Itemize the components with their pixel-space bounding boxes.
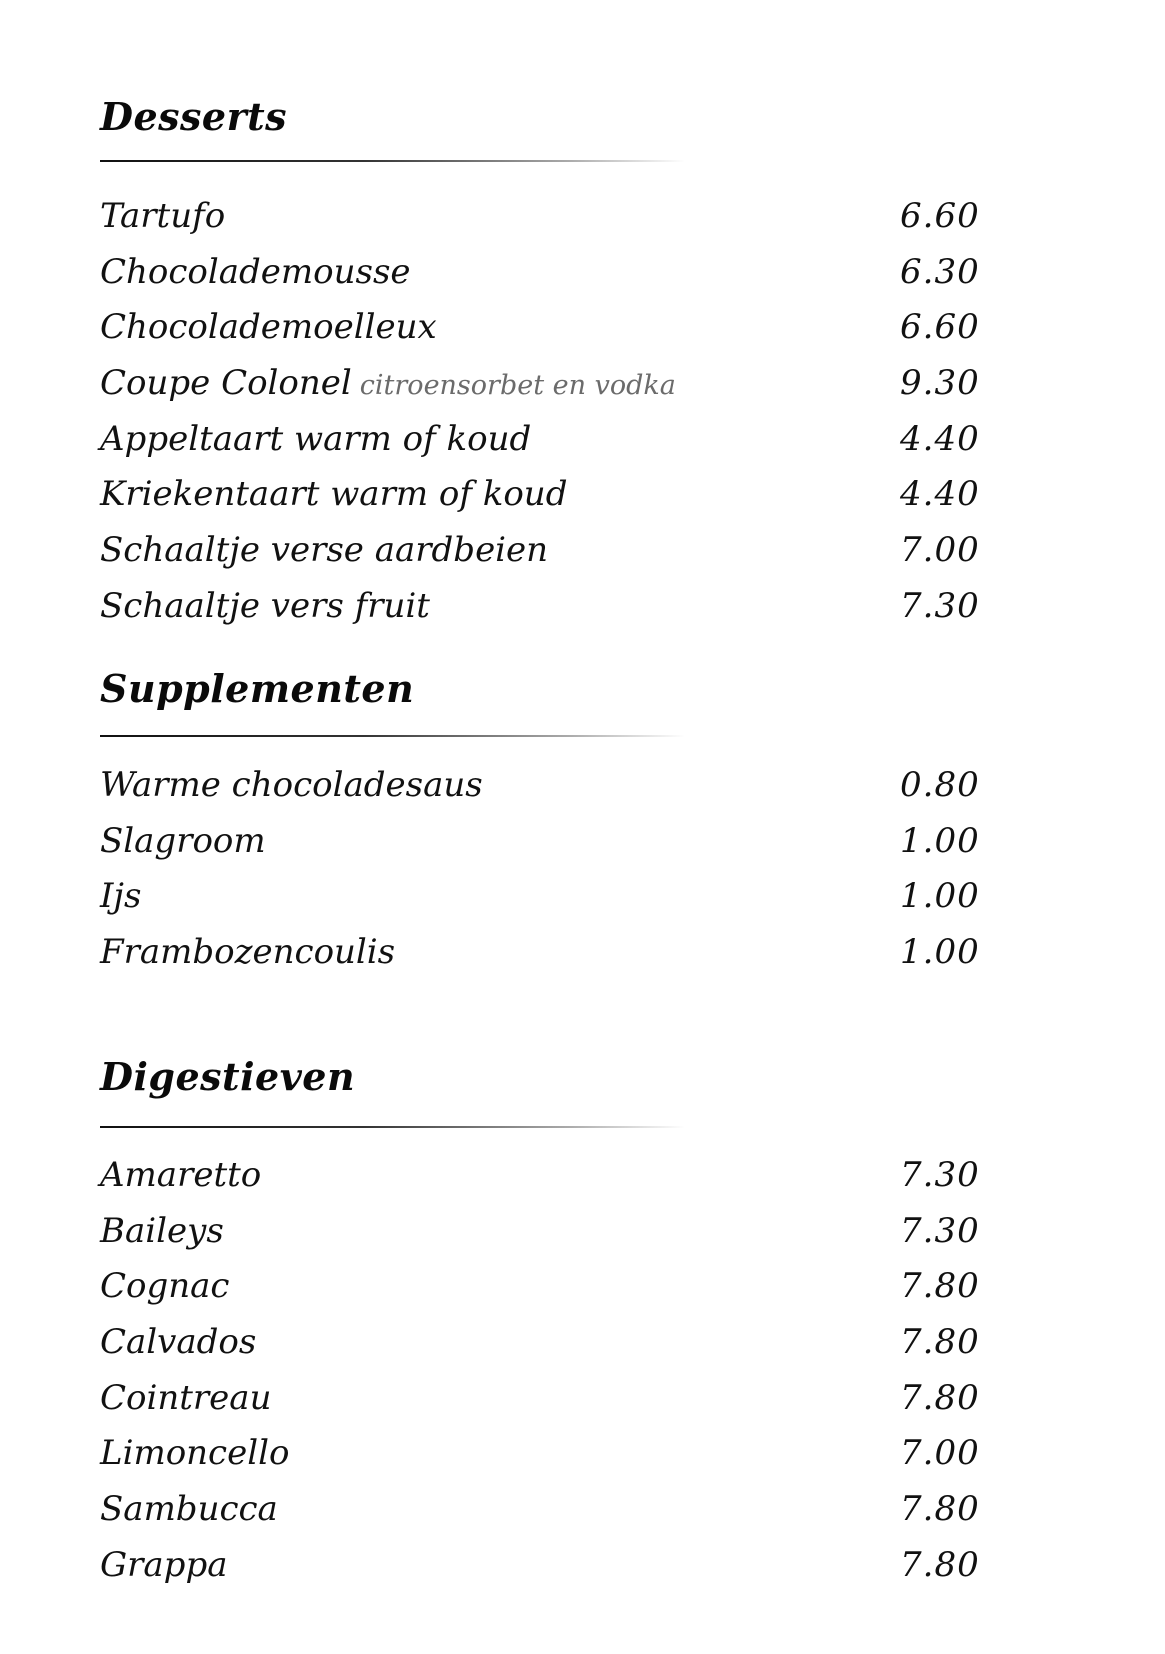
item-name: Limoncello (100, 1433, 290, 1474)
item-name: Ijs (100, 876, 142, 917)
item-name: Grappa (100, 1544, 228, 1585)
item-name: Cognac (100, 1266, 230, 1307)
menu-item (100, 417, 980, 473)
item-name: Frambozencoulis (100, 932, 396, 973)
item-name: Chocolademousse (100, 251, 411, 292)
section-divider (100, 735, 685, 737)
item-price: 7.30 (900, 1210, 980, 1251)
section-divider (100, 160, 685, 162)
item-name: Chocolademoelleux (100, 307, 437, 348)
menu-item (100, 819, 980, 875)
menu-item (100, 763, 980, 819)
item-name: Slagroom (100, 820, 266, 861)
item-price: 7.80 (900, 1377, 980, 1418)
menu-item (100, 930, 980, 986)
item-name: Tartufo (100, 196, 226, 236)
menu-item (100, 528, 980, 584)
section-title: Desserts (100, 94, 288, 139)
menu-item (100, 1264, 980, 1320)
item-name: Schaaltje verse aardbeien (100, 530, 549, 571)
menu-list (100, 1153, 980, 1599)
item-price: 6.60 (900, 196, 980, 236)
menu-list (100, 194, 980, 640)
menu-item (100, 194, 980, 250)
menu-item (100, 1431, 980, 1487)
item-name: Warme chocoladesaus (100, 765, 483, 805)
menu-item (100, 1209, 980, 1265)
menu-item (100, 1543, 980, 1599)
item-price: 4.40 (900, 418, 980, 459)
item-price: 6.30 (900, 251, 980, 292)
menu-item (100, 874, 980, 930)
menu-item (100, 1320, 980, 1376)
item-price: 7.00 (900, 1433, 980, 1474)
menu-item (100, 305, 980, 361)
menu-item (100, 361, 980, 417)
section-title: Supplementen (100, 666, 415, 711)
item-note: citroensorbet en vodka (359, 370, 676, 402)
item-price: 7.80 (900, 1489, 980, 1530)
menu-item (100, 472, 980, 528)
menu-item (100, 584, 980, 640)
item-price: 4.40 (900, 474, 980, 515)
item-price: 0.80 (900, 765, 980, 805)
item-name: Calvados (100, 1322, 257, 1363)
item-price: 6.60 (900, 307, 980, 348)
item-price: 9.30 (900, 363, 980, 404)
section-title: Digestieven (100, 1054, 356, 1099)
item-price: 7.00 (900, 530, 980, 571)
item-name: Sambucca (100, 1489, 278, 1530)
item-name: Coupe Colonel citroensorbet en vodka (100, 363, 676, 404)
item-price: 7.80 (900, 1266, 980, 1307)
item-price: 1.00 (900, 932, 980, 973)
menu-item (100, 1376, 980, 1432)
section-divider (100, 1126, 685, 1128)
item-price: 1.00 (900, 820, 980, 861)
item-name: Amaretto (100, 1155, 262, 1195)
item-name: Appeltaart warm of koud (100, 418, 532, 459)
item-name: Baileys (100, 1210, 224, 1251)
item-price: 1.00 (900, 876, 980, 917)
item-price: 7.80 (900, 1322, 980, 1363)
item-name: Schaaltje vers fruit (100, 585, 430, 626)
menu-list (100, 763, 980, 986)
item-price: 7.80 (900, 1544, 980, 1585)
menu-item (100, 1153, 980, 1209)
menu-item (100, 250, 980, 306)
menu-item (100, 1487, 980, 1543)
item-name: Cointreau (100, 1377, 272, 1418)
item-name: Kriekentaart warm of koud (100, 474, 568, 515)
item-price: 7.30 (900, 1155, 980, 1195)
item-price: 7.30 (900, 585, 980, 626)
